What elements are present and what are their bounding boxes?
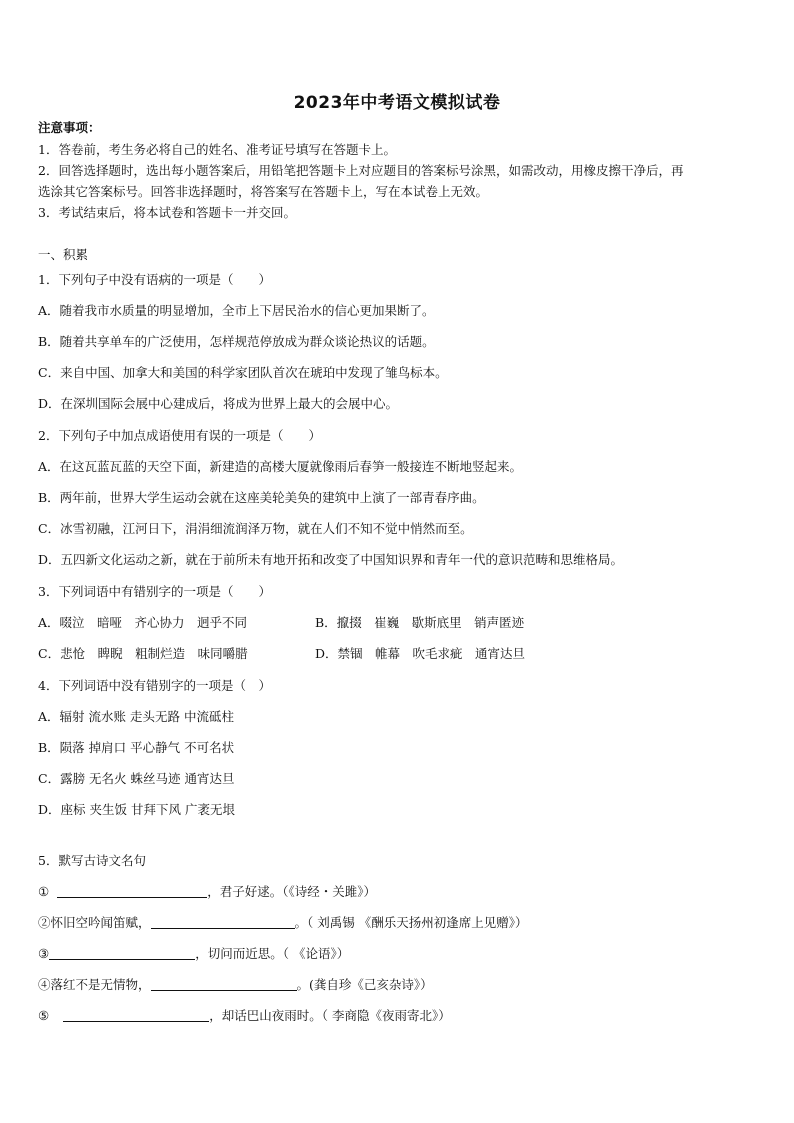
option-d: D．五四新文化运动之新，就在于前所未有地开拓和改变了中国知识界和青年一代的意识范畴和思维格局。	[38, 552, 624, 567]
poem-line	[38, 884, 376, 900]
poem-line-suffix: ，却话巴山夜雨时。（ 李商隐《夜雨寄北》）	[209, 1008, 451, 1023]
poem-line-prefix: ①	[38, 884, 50, 899]
notice-item: 2．回答选择题时，选出每小题答案后，用铅笔把答题卡上对应题目的答案标号涂黑，如需改动，用橡皮擦干净后，再	[38, 163, 684, 178]
option-d: D．禁锢 帷幕 吹毛求疵 通宵达旦	[315, 646, 526, 661]
option-c: C．来自中国、加拿大和美国的科学家团队首次在琥珀中发现了雏鸟标本。	[38, 365, 448, 380]
option-c: C．冰雪初融，江河日下，涓涓细流润泽万物，就在人们不知不觉中悄然而至。	[38, 521, 473, 536]
question-stem: 1．下列句子中没有语病的一项是（ ）	[38, 272, 271, 287]
answer-blank[interactable]	[151, 977, 297, 991]
option-a: A．啜泣 暗哑 齐心协力 迥乎不同	[38, 615, 248, 630]
answer-blank[interactable]	[57, 884, 207, 898]
notice-item: 3．考试结束后，将本试卷和答题卡一并交回。	[38, 205, 296, 220]
option-c: C．露膀 无名火 蛛丝马迹 通宵达旦	[38, 771, 235, 786]
option-b: B．随着共享单车的广泛使用，怎样规范停放成为群众谈论热议的话题。	[38, 334, 435, 349]
page-title: 2023年中考语文模拟试卷	[293, 93, 501, 113]
option-d: D．座标 夹生饭 甘拜下风 广袤无垠	[38, 802, 235, 817]
poem-line	[38, 1008, 451, 1024]
option-b: B．两年前，世界大学生运动会就在这座美轮美奂的建筑中上演了一部青春序曲。	[38, 490, 485, 505]
option-d: D．在深圳国际会展中心建成后，将成为世界上最大的会展中心。	[38, 396, 399, 411]
option-a: A．辐射 流水账 走头无路 中流砥柱	[38, 709, 234, 724]
answer-blank[interactable]	[49, 946, 195, 960]
poem-line-suffix: ，切问而近思。（ 《论语》）	[195, 946, 350, 961]
option-c: C．悲怆 睥睨 粗制烂造 味同嚼腊	[38, 646, 248, 661]
poem-line-suffix: 。（ 刘禹锡 《酬乐天扬州初逢席上见赠》）	[294, 915, 528, 930]
poem-line-suffix: 。(龚自珍《己亥杂诗》）	[296, 977, 433, 992]
option-b: B．攛掇 崔巍 歇斯底里 销声匿迹	[315, 615, 525, 630]
notice-item: 1．答卷前，考生务必将自己的姓名、准考证号填写在答题卡上。	[38, 142, 396, 157]
poem-line-prefix: ⑤	[38, 1008, 50, 1023]
poem-line	[38, 915, 527, 931]
option-a: A．在这瓦蓝瓦蓝的天空下面，新建造的高楼大厦就像雨后春笋一般接连不断地竖起来。	[38, 459, 523, 474]
answer-blank[interactable]	[151, 915, 295, 929]
poem-line-prefix: ③	[38, 946, 50, 961]
option-a: A．随着我市水质量的明显增加，全市上下居民治水的信心更加果断了。	[38, 303, 435, 318]
poem-line-prefix: ④落红不是无情物，	[38, 977, 151, 992]
notice-item: 选涂其它答案标号。回答非选择题时，将答案写在答题卡上，写在本试卷上无效。	[38, 184, 489, 199]
option-b: B．陨落 掉肩口 平心静气 不可名状	[38, 740, 235, 755]
section-heading: 一、积累	[38, 247, 89, 262]
question-stem: 5．默写古诗文名句	[38, 853, 146, 868]
notice-heading: 注意事项：	[38, 120, 101, 135]
poem-line-prefix: ②怀旧空吟闻笛赋，	[38, 915, 151, 930]
question-stem: 3．下列词语中有错别字的一项是（ ）	[38, 584, 271, 599]
poem-line-suffix: ，君子好逑。（《诗经・关雎》）	[207, 884, 376, 899]
question-stem: 2．下列句子中加点成语使用有误的一项是（ ）	[38, 428, 321, 443]
answer-blank[interactable]	[63, 1008, 209, 1022]
question-stem: 4．下列词语中没有错别字的一项是（ ）	[38, 678, 271, 693]
poem-line	[38, 977, 433, 993]
poem-line	[38, 946, 349, 962]
